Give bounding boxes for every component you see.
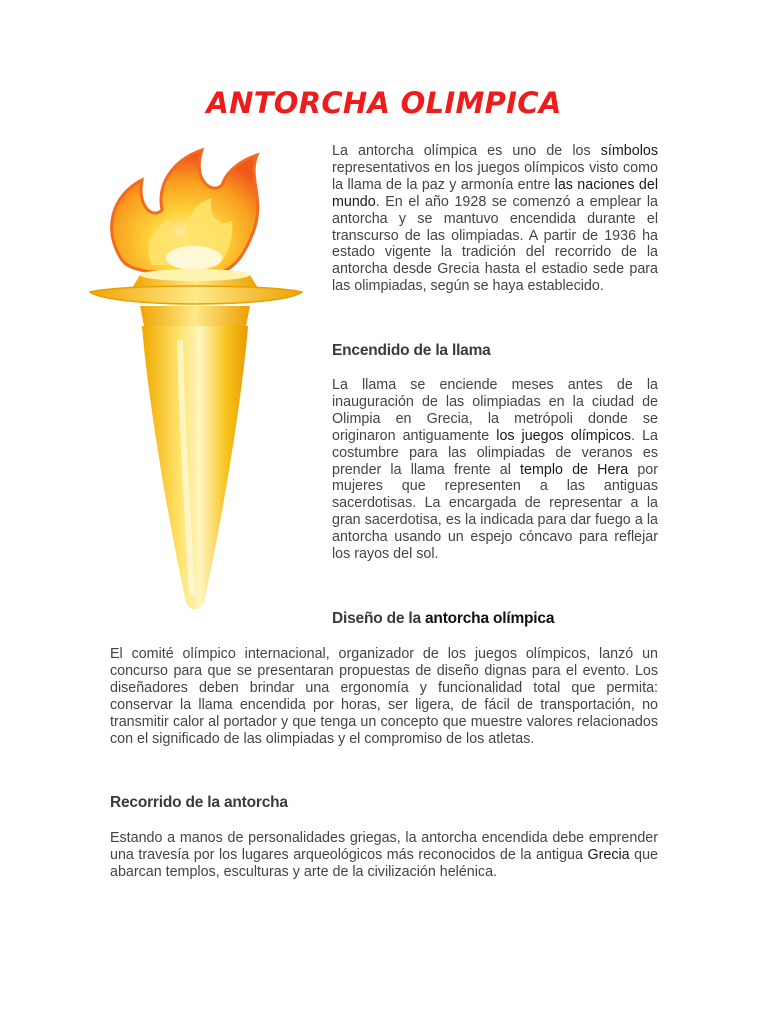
intro-text-3: . En el año 1928 se comenzó a emplear la antorcha y se mantuvo encendida durante el transcurso de las olimpiadas. A partir de 1936 ha estado vigente la tradición del recorrido de la antorcha desde Grecia hasta el estadio sede para las olimpiadas, según se haya establecido. [332,193,658,295]
section-heading-diseno [332,610,554,628]
recorrido-paragraph [110,830,658,881]
intro-text-1: La antorcha olímpica es uno de los [332,143,591,159]
link-grecia[interactable]: Grecia [587,846,630,863]
link-templo-de-hera[interactable]: templo de Hera [520,461,629,478]
encendido-paragraph [332,377,658,563]
link-antorcha-olimpica[interactable]: antorcha olímpica [425,610,555,627]
olympic-torch-icon [82,140,310,620]
encendido-text-1: La llama se enciende meses antes de la inauguración de las olimpiadas en la ciudad de Olimpia en Grecia, la metrópoli donde se originaron antiguamente [332,377,658,444]
link-simbolos[interactable]: símbolos [600,143,658,159]
olympic-torch-illustration [82,140,310,620]
recorrido-text-1: Estando a manos de personalidades griegas, la antorcha encendida debe emprender una travesía por los lugares arqueológicos más reconocidos de la antigua [110,830,658,863]
link-naciones-del-mundo[interactable]: las naciones del mundo [332,176,658,210]
diseno-paragraph: El comité olímpico internacional, organizador de los juegos olímpicos, lanzó un concurso para que se presentaran propuestas de diseño dignas para el evento. Los diseñadores deben brindar una ergonomía y funcionalidad total que permita: conservar la llama encendida por horas, ser ligera, de fácil de transportación, no transmitir calor al portador y que tenga un concepto que muestre valores relacionados con el significado de las olimpiadas y el compromiso de los atletas. [110,646,658,747]
section-heading-recorrido: Recorrido de la antorcha [110,794,288,811]
encendido-text-2: . La costumbre para las olimpiadas de veranos es prender la llama frente al [332,427,658,478]
page-title: ANTORCHA OLIMPICA [206,86,562,120]
intro-paragraph [332,143,658,295]
recorrido-text-2: que abarcan templos, esculturas y arte de la civilización helénica. [110,846,658,880]
section-heading-encendido: Encendido de la llama [332,342,491,359]
intro-text-2: representativos en los juegos olímpicos visto como la llama de la paz y armonía entre [332,159,658,193]
encendido-text-3: por mujeres que representen a las antiguas sacerdotisas. La encargada de representar a la gran sacerdotisa, es la indicada para dar fuego a la antorcha usando un espejo cóncavo para reflejar los rayos del sol. [332,461,658,563]
diseno-heading-text: Diseño de la [332,610,421,627]
link-juegos-olimpicos[interactable]: los juegos olímpicos [496,427,632,444]
